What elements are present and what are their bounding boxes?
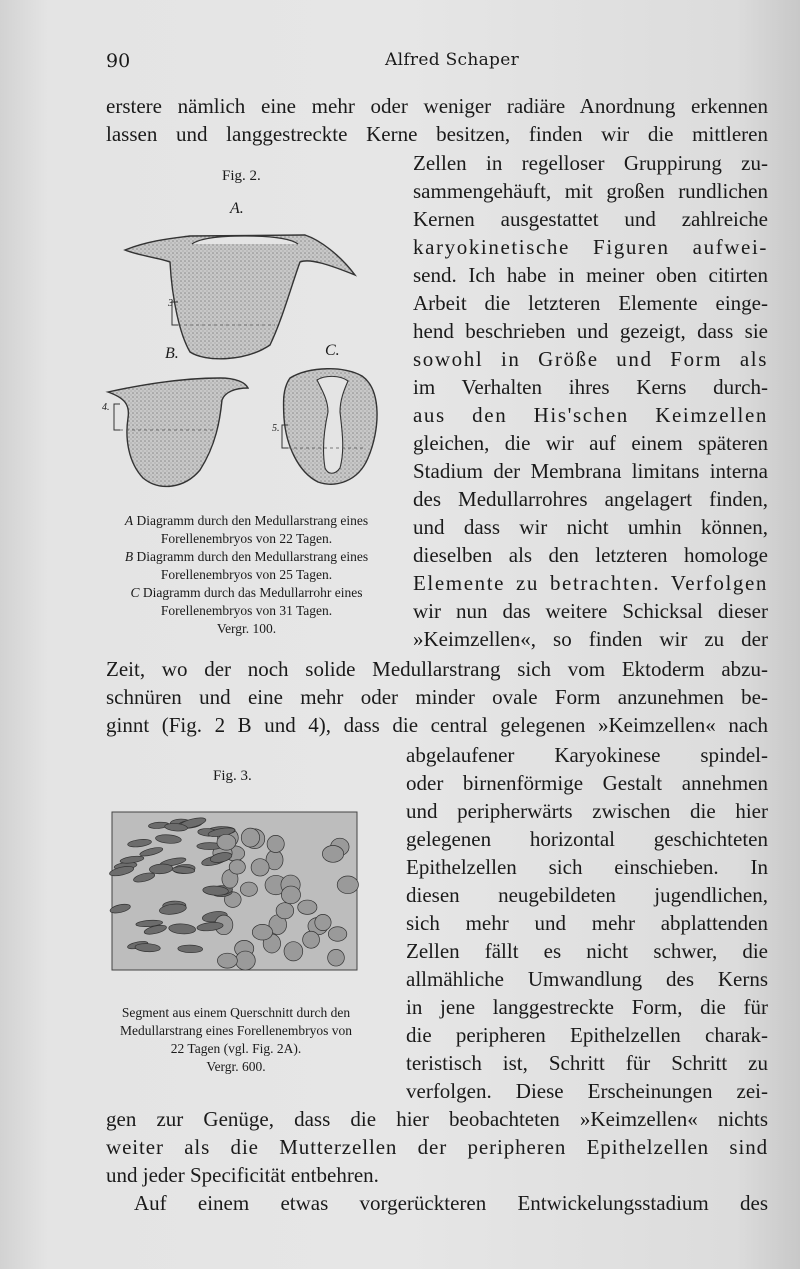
fig3-cell: [252, 924, 272, 940]
text-line: und dass wir nicht umhin können,: [413, 515, 768, 539]
fig2-diagram-a: [125, 235, 355, 359]
fig2-caption-line-5: Forellenembryos von 31 Tagen.: [160, 603, 333, 618]
text-line: dieselben als den letzteren homologe: [413, 543, 768, 567]
fig3-cell: [251, 859, 269, 876]
fig3-caption-line-1: Medullarstrang eines Forellenembryos von: [119, 1023, 353, 1038]
fig3-cell: [328, 927, 346, 942]
text-line: erstere nämlich eine mehr oder weniger radiäre Anordnung erkennen: [106, 94, 768, 118]
fig2-caption-line-1: Forellenembryos von 22 Tagen.: [160, 531, 333, 546]
text-line: send. Ich habe in meiner oben citirten: [413, 263, 768, 287]
text-line: die peripheren Epithelzellen charak-: [406, 1023, 768, 1047]
text-line: allmähliche Umwandlung des Kerns: [406, 967, 768, 991]
fig3-caption-line-3: Vergr. 600.: [206, 1059, 266, 1074]
fig2-caption-line-4: C Diagramm durch das Medullarrohr eines: [130, 585, 363, 600]
text-line: aus den His'schen Keimzellen: [413, 403, 768, 427]
text-line: Kernen ausgestattet und zahlreiche: [413, 207, 768, 231]
fig2-label-b: B.: [165, 345, 179, 362]
text-line: sowohl in Größe und Form als: [413, 347, 768, 371]
text-line: Elemente zu betrachten. Verfolgen: [413, 571, 768, 595]
fig3-cell: [298, 900, 317, 914]
fig3-cell: [303, 931, 320, 948]
text-line: ginnt (Fig. 2 B und 4), dass die central gelegenen »Keimzellen« nach: [106, 713, 768, 737]
fig3-drawing: [112, 812, 362, 972]
fig3-cell: [315, 914, 331, 930]
text-line: Zellen in regelloser Gruppirung zu-: [413, 151, 768, 175]
fig2-caption-line-3: Forellenembryos von 25 Tagen.: [160, 567, 333, 582]
text-line: weiter als die Mutterzellen der peripheren Epithelzellen sind: [106, 1135, 768, 1159]
text-line: Auf einem etwas vorgerückteren Entwickelungsstadium des: [134, 1191, 768, 1215]
fig3-cell: [217, 834, 236, 850]
text-line: im Verhalten ihres Kerns durch-: [413, 375, 768, 399]
fig3-cell: [281, 886, 300, 904]
fig3-cell: [328, 949, 345, 966]
fig2-title: Fig. 2.: [222, 168, 261, 184]
text-line: teristisch ist, Schritt für Schritt zu: [406, 1051, 768, 1075]
fig3-title: Fig. 3.: [213, 768, 252, 784]
fig3-caption-line-2: 22 Tagen (vgl. Fig. 2A).: [170, 1041, 302, 1056]
text-line: und peripherwärts zwischen die hier: [406, 799, 768, 823]
text-line: wir nun das weitere Schicksal dieser: [413, 599, 768, 623]
fig3-caption-line-0: Segment aus einem Querschnitt durch den: [121, 1005, 351, 1020]
fig3-cell: [284, 942, 303, 961]
text-line: gleichen, die wir auf einem späteren: [413, 431, 768, 455]
fig2-scale-3: 3: [168, 298, 173, 309]
fig2-caption-line-6: Vergr. 100.: [216, 621, 277, 636]
fig3-cell: [267, 835, 284, 852]
text-line: lassen und langgestreckte Kerne besitzen, finden wir die mittleren: [106, 122, 768, 146]
fig3-cell: [276, 903, 294, 919]
text-line: gen zur Genüge, dass die hier beobachteten »Keimzellen« nichts: [106, 1107, 768, 1131]
fig2-scale-4: 4.: [102, 402, 110, 413]
text-line: »Keimzellen«, so finden wir zu der: [413, 627, 768, 651]
fig3-cell: [322, 845, 343, 862]
text-line: des Medullarrohres angelagert finden,: [413, 487, 768, 511]
text-line: Arbeit die letzteren Elemente einge-: [413, 291, 768, 315]
text-line: sich mehr und mehr abplattenden: [406, 911, 768, 935]
text-line: und jeder Specificität entbehren.: [106, 1163, 379, 1187]
text-line: gelegenen horizontal geschichteten: [406, 827, 768, 851]
fig3-cell: [241, 828, 259, 847]
page-number: 90: [106, 50, 131, 72]
fig2-caption-line-2: B Diagramm durch den Medullarstrang eines: [124, 549, 369, 564]
text-line: abgelaufener Karyokinese spindel-: [406, 743, 768, 767]
fig2-label-a: A.: [230, 200, 244, 217]
text-line: Epithelzellen sich einschieben. In: [406, 855, 768, 879]
fig3-caption: [86, 1004, 386, 1076]
fig2-scale-5: 5.: [272, 423, 280, 434]
text-line: verfolgen. Diese Erscheinungen zei-: [406, 1079, 768, 1103]
text-line: schnüren und eine mehr oder minder ovale Form anzunehmen be-: [106, 685, 768, 709]
fig2-label-c: C.: [325, 342, 340, 359]
text-line: sammengehäuft, mit großen rundlichen: [413, 179, 768, 203]
fig3-cell: [337, 876, 358, 894]
text-line: hend beschrieben und gezeigt, dass sie: [413, 319, 768, 343]
text-line: Zeit, wo der noch solide Medullarstrang sich vom Ektoderm abzu-: [106, 657, 768, 681]
fig3-cell: [217, 953, 237, 968]
text-line: oder birnenförmige Gestalt annehmen: [406, 771, 768, 795]
running-head: Alfred Schaper: [385, 50, 519, 70]
fig3-cell: [235, 951, 255, 970]
fig2-caption-line-0: A Diagramm durch den Medullarstrang eines: [124, 513, 369, 528]
text-line: karyokinetische Figuren aufwei-: [413, 235, 768, 259]
fig3-cell: [229, 860, 245, 874]
fig2-diagram-b: [108, 378, 248, 486]
text-line: in jene langgestreckte Form, die für: [406, 995, 768, 1019]
fig2-caption: [94, 512, 399, 638]
text-line: Stadium der Membrana limitans interna: [413, 459, 768, 483]
fig3-cell: [240, 882, 257, 896]
text-line: Zellen fällt es nicht schwer, die: [406, 939, 768, 963]
text-line: diesen neugebildeten jugendlichen,: [406, 883, 768, 907]
